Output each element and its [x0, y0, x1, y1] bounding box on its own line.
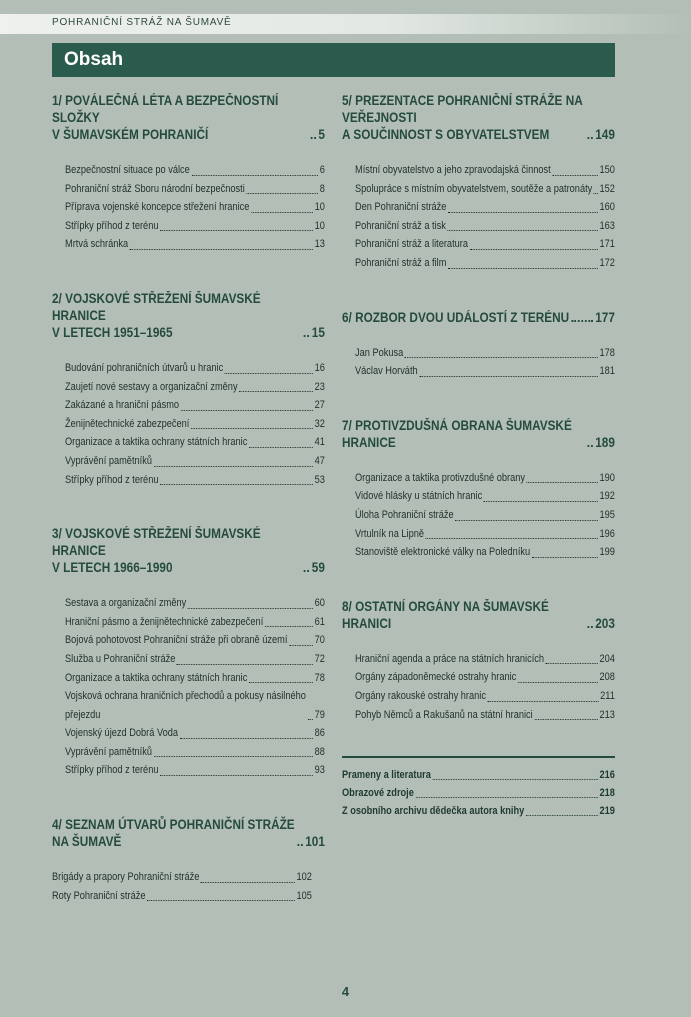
entry-label: Sestava a organizační změny [65, 597, 187, 610]
chapter-page-number: 177 [595, 309, 615, 325]
entry-label: Brigády a prapory Pohraniční stráže [52, 871, 200, 884]
entry-page-number: 219 [599, 805, 615, 818]
entry-label: Příprava vojenské koncepce střežení hranice [65, 201, 250, 214]
entry-page-number: 61 [314, 615, 325, 628]
toc-entry[interactable] [65, 161, 325, 180]
entry-label: Bojová pohotovost Pohraniční stráže při obraně území [65, 634, 288, 647]
toc-entry[interactable] [355, 344, 615, 363]
chapter-title: 1/ POVÁLEČNÁ LÉTA A BEZPEČNOSTNÍ SLOŽKY V ŠUMAVSKÉM POHRANIČÍ [52, 93, 279, 142]
toc-entry[interactable] [65, 669, 325, 688]
chapter-title: 4/ SEZNAM ÚTVARŮ POHRANIČNÍ STRÁŽE NA ŠUMAVĚ [52, 817, 295, 850]
toc-section-6 [342, 309, 615, 381]
leader-dots [147, 900, 295, 901]
entry-label: Orgány rakouské ostrahy hranic [355, 689, 486, 702]
toc-entry[interactable] [355, 180, 615, 199]
leader-dots [239, 391, 313, 392]
entry-page-number: 88 [314, 745, 325, 758]
leader-dots [587, 445, 592, 447]
leader-dots [180, 738, 313, 739]
chapter-page-number: 101 [305, 834, 325, 850]
entry-page-number: 190 [599, 471, 615, 484]
toc-entry[interactable] [355, 687, 615, 706]
toc-entry[interactable] [65, 235, 325, 254]
entry-page-number: 199 [599, 546, 615, 559]
leader-dots [488, 701, 599, 702]
entry-page-number: 160 [599, 201, 615, 214]
toc-entry[interactable] [355, 650, 615, 669]
toc-entry[interactable] [355, 668, 615, 687]
entry-label: Vidové hlásky u státních hranic [355, 490, 483, 503]
entry-page-number: 181 [599, 365, 615, 378]
chapter-page-number: 15 [311, 324, 325, 340]
leader-dots [249, 447, 313, 448]
leader-dots [526, 815, 598, 816]
chapter-title: 8/ OSTATNÍ ORGÁNY NA ŠUMAVSKÉ HRANICI [342, 598, 549, 631]
entry-label: Zaujetí nové sestavy a organizační změny [65, 380, 238, 393]
toc-entry[interactable] [65, 198, 325, 217]
toc-section-2 [52, 290, 325, 489]
toc-entry[interactable] [65, 471, 325, 490]
page-title: Obsah [64, 49, 124, 70]
entry-page-number: 60 [314, 597, 325, 610]
leader-dots [448, 230, 598, 231]
toc-entry[interactable] [355, 217, 615, 236]
leader-dots [297, 844, 302, 846]
leader-dots [246, 193, 318, 194]
toc-entry[interactable] [355, 525, 615, 544]
entry-page-number: 93 [314, 764, 325, 777]
entry-label: Prameny a literatura [342, 769, 431, 782]
entry-page-number: 23 [314, 380, 325, 393]
entry-label: Organizace a taktika protivzdušné obrany [355, 471, 526, 484]
chapter-page-number: 59 [311, 560, 325, 576]
toc-chapter-heading[interactable] [342, 309, 615, 326]
leader-dots [191, 175, 318, 176]
entry-page-number: 172 [599, 256, 615, 269]
chapter-title: 5/ PREZENTACE POHRANIČNÍ STRÁŽE NA VEŘEJNOSTI A SOUČINNOST S OBYVATELSTVEM [342, 93, 583, 142]
entry-label: Orgány západoněmecké ostrahy hranic [355, 671, 517, 684]
entry-page-number: 6 [319, 164, 325, 176]
leader-dots [310, 137, 315, 139]
entry-label: Služba u Pohraniční stráže [65, 652, 176, 665]
toc-entry[interactable] [355, 469, 615, 488]
leader-dots [448, 268, 598, 269]
entry-label: Václav Horváth [355, 365, 418, 378]
leader-dots [426, 538, 598, 539]
leader-dots [587, 626, 592, 628]
entry-label: Jan Pokusa [355, 346, 404, 359]
toc-entry[interactable] [65, 378, 325, 397]
leader-dots [249, 682, 313, 683]
entry-page-number: 211 [600, 689, 615, 702]
entry-label: Pohyb Němců a Rakušanů na státní hranici [355, 708, 533, 721]
leader-dots [160, 230, 313, 231]
toc-section-1 [52, 92, 325, 254]
leader-dots [177, 664, 313, 665]
leader-dots [304, 335, 309, 337]
leader-dots [534, 719, 597, 720]
toc-entry[interactable] [355, 487, 615, 506]
entry-label: Z osobního archivu dědečka autora knihy [342, 805, 525, 818]
leader-dots [160, 775, 313, 776]
toc-entry[interactable] [355, 543, 615, 562]
toc-entry[interactable] [355, 161, 615, 180]
entry-page-number: 152 [599, 182, 615, 195]
toc-entry[interactable] [65, 433, 325, 452]
entry-page-number: 196 [599, 527, 615, 540]
toc-section-4 [52, 816, 325, 905]
entry-label: Hraniční agenda a práce na státních hranicích [355, 652, 545, 665]
entry-page-number: 208 [599, 671, 615, 684]
entry-page-number: 105 [296, 889, 312, 902]
running-header [0, 14, 691, 34]
leader-dots [416, 797, 598, 798]
entry-page-number: 163 [599, 219, 615, 232]
entry-label: Střípky příhod z terénu [65, 219, 159, 232]
entry-page-number: 10 [314, 219, 325, 232]
entry-page-number: 102 [296, 871, 312, 884]
toc-entry[interactable] [355, 198, 615, 217]
toc-entry[interactable] [65, 613, 325, 632]
entry-page-number: 218 [599, 787, 615, 800]
entry-page-number: 150 [599, 164, 615, 176]
chapter-title: 6/ ROZBOR DVOU UDÁLOSTÍ Z TERÉNU [342, 309, 570, 325]
entry-page-number: 8 [319, 182, 325, 195]
toc-chapter-heading[interactable] [342, 417, 615, 451]
leader-dots [419, 376, 597, 377]
toc-left-column [52, 92, 325, 905]
entry-label: Úloha Pohraniční stráže [355, 508, 454, 521]
entry-page-number: 86 [314, 727, 325, 740]
toc-entry[interactable] [355, 506, 615, 525]
entry-page-number: 70 [314, 634, 325, 647]
entry-label: Vojsková ochrana hraničních přechodů a pokusy násilného přejezdu [65, 690, 306, 721]
toc-entry[interactable] [65, 594, 325, 613]
running-header-text: POHRANIČNÍ STRÁŽ NA ŠUMAVĚ [52, 17, 232, 28]
leader-dots [470, 249, 598, 250]
toc-entry[interactable] [65, 396, 325, 415]
entry-page-number: 41 [314, 436, 325, 449]
chapter-title: 2/ VOJSKOVÉ STŘEŽENÍ ŠUMAVSKÉ HRANICE V LETECH 1951–1965 [52, 290, 261, 340]
leader-dots [572, 320, 593, 322]
entry-page-number: 53 [314, 473, 325, 486]
toc-back-entry[interactable] [342, 802, 615, 820]
entry-page-number: 171 [599, 238, 615, 251]
entry-label: Mrtvá schránka [65, 238, 129, 251]
entry-page-number: 72 [314, 652, 325, 665]
leader-dots [154, 466, 313, 467]
entry-page-number: 216 [599, 769, 615, 782]
toc-entry[interactable] [65, 217, 325, 236]
entry-page-number: 192 [599, 490, 615, 503]
entry-label: Zakázané a hraniční pásmo [65, 399, 180, 412]
leader-dots [594, 193, 598, 194]
leader-dots [518, 682, 598, 683]
toc-chapter-heading[interactable] [52, 816, 325, 850]
entry-page-number: 195 [599, 508, 615, 521]
leader-dots [552, 175, 597, 176]
page-number: 4 [341, 984, 350, 999]
toc-entry[interactable] [52, 887, 312, 906]
toc-section-5 [342, 92, 615, 273]
toc-back-entry[interactable] [342, 766, 615, 784]
entry-page-number: 78 [314, 671, 325, 684]
divider-rule [342, 756, 615, 758]
toc-entry[interactable] [355, 706, 615, 725]
entry-label: Bezpečnostní situace po válce [65, 164, 190, 176]
leader-dots [433, 779, 598, 780]
entry-label: Organizace a taktika ochrany státních hranic [65, 436, 248, 449]
chapter-page-number: 189 [595, 434, 615, 450]
toc-entry[interactable] [65, 724, 325, 743]
toc-entry[interactable] [52, 868, 312, 887]
leader-dots [265, 626, 313, 627]
entry-label: Vyprávění pamětníků [65, 745, 152, 758]
leader-dots [455, 520, 597, 521]
chapter-title: 7/ PROTIVZDUŠNÁ OBRANA ŠUMAVSKÉ HRANICE [342, 417, 572, 450]
leader-dots [225, 373, 313, 374]
entry-page-number: 13 [314, 238, 325, 251]
entry-label: Místní obyvatelstvo a jeho zpravodajská činnost [355, 164, 551, 176]
entry-label: Ženijnětechnické zabezpečení [65, 417, 190, 430]
entry-label: Vrtulník na Lipně [355, 527, 425, 540]
leader-dots [188, 608, 313, 609]
toc-entry[interactable] [355, 254, 615, 273]
toc-entry[interactable] [355, 362, 615, 381]
entry-label: Střípky příhod z terénu [65, 473, 159, 486]
toc-entry[interactable] [65, 452, 325, 471]
toc-entry[interactable] [65, 415, 325, 434]
leader-dots [546, 663, 598, 664]
entry-label: Pohraniční stráž a tisk [355, 219, 446, 232]
entry-label: Budování pohraničních útvarů u hranic [65, 361, 224, 374]
toc-section-3 [52, 525, 325, 780]
entry-label: Obrazové zdroje [342, 787, 414, 800]
toc-entry[interactable] [65, 180, 325, 199]
entry-label: Vojenský újezd Dobrá Voda [65, 727, 179, 740]
toc-entry[interactable] [65, 687, 325, 724]
toc-chapter-heading[interactable] [52, 525, 325, 576]
entry-page-number: 32 [314, 417, 325, 430]
leader-dots [181, 410, 313, 411]
leader-dots [405, 357, 598, 358]
leader-dots [308, 719, 313, 720]
entry-label: Pohraniční stráž a film [355, 256, 447, 269]
leader-dots [201, 882, 295, 883]
entry-page-number: 79 [314, 708, 325, 721]
entry-label: Stanoviště elektronické války na Poledníku [355, 546, 531, 559]
entry-label: Pohraniční stráž a literatura [355, 238, 468, 251]
title-bar [52, 43, 615, 77]
entry-page-number: 213 [599, 708, 615, 721]
entry-page-number: 10 [314, 201, 325, 214]
leader-dots [448, 212, 598, 213]
leader-dots [527, 482, 598, 483]
toc-entry[interactable] [65, 631, 325, 650]
chapter-title: 3/ VOJSKOVÉ STŘEŽENÍ ŠUMAVSKÉ HRANICE V LETECH 1966–1990 [52, 526, 261, 576]
entry-label: Střípky příhod z terénu [65, 764, 159, 777]
entry-page-number: 178 [599, 346, 615, 359]
toc-entry[interactable] [65, 359, 325, 378]
chapter-page-number: 5 [318, 127, 325, 142]
entry-label: Pohraniční stráž Sboru národní bezpečnosti [65, 182, 245, 195]
entry-page-number: 16 [314, 361, 325, 374]
entry-label: Roty Pohraniční stráže [52, 889, 146, 902]
toc-right-column [342, 92, 615, 820]
entry-page-number: 27 [314, 399, 325, 412]
leader-dots [251, 212, 313, 213]
back-matter [342, 766, 615, 820]
toc-chapter-heading[interactable] [342, 598, 615, 632]
chapter-page-number: 203 [595, 615, 615, 631]
leader-dots [160, 484, 313, 485]
entry-label: Hraniční pásmo a ženijnětechnické zabezpečení [65, 615, 264, 628]
entry-label: Spolupráce s místním obyvatelstvem, soutěže a patronáty [355, 182, 593, 195]
chapter-page-number: 149 [595, 127, 615, 142]
toc-entry[interactable] [355, 235, 615, 254]
toc-entry[interactable] [65, 761, 325, 780]
toc-chapter-heading[interactable] [342, 92, 615, 143]
leader-dots [130, 249, 313, 250]
toc-section-8 [342, 598, 615, 724]
toc-back-entry[interactable] [342, 784, 615, 802]
toc-chapter-heading[interactable] [52, 290, 325, 341]
toc-entry[interactable] [65, 650, 325, 669]
toc-entry[interactable] [65, 743, 325, 762]
leader-dots [154, 756, 313, 757]
leader-dots [304, 570, 309, 572]
entry-label: Den Pohraniční stráže [355, 201, 447, 214]
entry-label: Vyprávění pamětníků [65, 454, 152, 467]
leader-dots [191, 428, 313, 429]
entry-label: Organizace a taktika ochrany státních hranic [65, 671, 248, 684]
toc-section-7 [342, 417, 615, 562]
leader-dots [532, 557, 598, 558]
leader-dots [289, 645, 313, 646]
leader-dots [587, 137, 592, 139]
entry-page-number: 204 [599, 652, 615, 665]
toc-chapter-heading[interactable] [52, 92, 325, 143]
leader-dots [484, 501, 598, 502]
entry-page-number: 47 [314, 454, 325, 467]
